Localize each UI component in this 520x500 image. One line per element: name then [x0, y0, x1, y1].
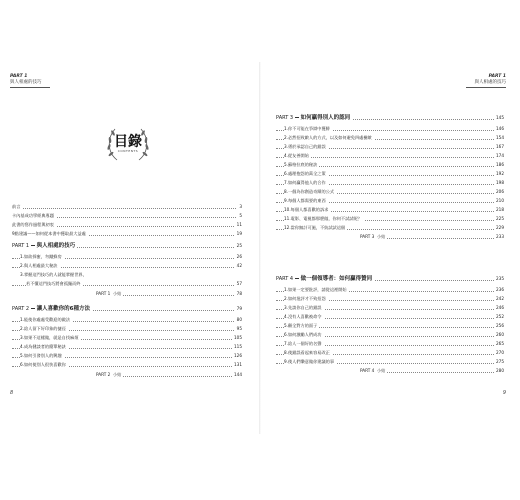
toc-entry[interactable]: 1.如果一定要批評，請從這裡開始 236 [276, 286, 504, 294]
running-head [10, 74, 42, 86]
running-head [475, 74, 507, 86]
page-number: 8 [10, 390, 14, 396]
toc-entry[interactable]: 11.電影、電視都那麼做，你何不試試呢？ 225 [276, 215, 504, 223]
toc-entry[interactable]: 7.如何贏得他人的合作 198 [276, 179, 504, 187]
toc-entry[interactable]: 3.掌握這門技巧的人就能掌握世界， [20, 272, 87, 277]
toc-summary[interactable]: PART 3 小結 233 [360, 234, 504, 239]
toc-entry[interactable]: 2.必然招致敵人的方式，以及如何避免四處樹敵 154 [276, 134, 504, 142]
toc-entry[interactable]: 4.沒有人喜歡被命令 252 [276, 313, 504, 321]
page-number: 9 [502, 390, 506, 396]
toc-entry[interactable]: 3.先談你自己的錯誤 246 [276, 304, 504, 312]
toc-entry[interactable]: 5.蘇格拉底的秘訣 186 [276, 161, 504, 169]
toc-part-heading[interactable]: PART 4 做一個領導者：如何贏得贊同 235 [276, 276, 504, 282]
toc-entry[interactable]: 9點建議——如何從本書中獲取最大益處 19 [12, 231, 242, 236]
toc-entry[interactable]: 2.給人留下好印象的捷徑 95 [12, 325, 242, 333]
toc-entry[interactable]: 3.如果不這樣做，就是自找麻煩 105 [12, 334, 242, 342]
toc-entry[interactable]: 8.一個為你創造奇蹟的公式 206 [276, 188, 504, 196]
toc-entry[interactable]: 5.如何引發別人的興趣 126 [12, 352, 242, 360]
toc-entry[interactable]: 3.勇於承認自己的錯誤 167 [276, 143, 504, 151]
toc-entry[interactable]: 7.給人一個好的名聲 265 [276, 340, 504, 348]
toc-emblem [103, 120, 153, 170]
toc-entry[interactable]: 10.每個人都喜歡的訴求 218 [276, 206, 504, 214]
left-page [6, 62, 246, 434]
right-page [270, 62, 510, 434]
toc-entry[interactable]: 5.顧全對方的面子 256 [276, 322, 504, 330]
toc-entry[interactable]: 若不懂這門技巧將會孤獨而終 57 [12, 280, 242, 288]
toc-entry[interactable]: 8.使錯誤看起來容易改正 270 [276, 349, 504, 357]
toc-entry[interactable]: 1.如欲採蜜，勿蹴蜂房 26 [12, 253, 242, 261]
toc-entry[interactable]: 1.你不可能在爭辯中獲勝 146 [276, 125, 504, 133]
toc-summary[interactable]: PART 4 小結 280 [360, 368, 504, 373]
toc-title: 目錄 [114, 134, 142, 150]
running-head-part: PART 1 [488, 74, 506, 79]
toc-subtitle: CONTENTS [117, 149, 139, 153]
toc-entry[interactable]: 1.能使你處處受歡迎的做法 80 [12, 316, 242, 324]
running-head-part: PART 1 [10, 74, 28, 79]
toc-summary[interactable]: PART 1 小結 78 [96, 291, 242, 296]
toc-entry[interactable]: 6.處理抱怨的萬全之策 192 [276, 170, 504, 178]
toc-entry[interactable]: 6.如何激勵人們成功 260 [276, 331, 504, 339]
toc-entry[interactable]: 前言 3 [12, 204, 242, 209]
toc-entry[interactable]: 2.與人相處最大秘訣 42 [12, 262, 242, 270]
toc-entry[interactable]: 4.成為健談者的簡單秘訣 115 [12, 343, 242, 351]
toc-entry[interactable]: 6.如何使別人很快喜歡你 131 [12, 361, 242, 369]
book-gutter [259, 62, 261, 434]
toc-part-heading[interactable]: PART 3 如何贏得別人的認同 145 [276, 115, 504, 121]
toc-entry[interactable]: 2.如何批評才不致招怨 242 [276, 295, 504, 303]
toc-summary[interactable]: PART 2 小結 144 [96, 372, 242, 377]
toc-entry[interactable]: 12.當你無計可施，不妨試試這個 229 [276, 224, 504, 232]
toc-entry[interactable]: 4.從友善開始 174 [276, 152, 504, 160]
toc-part-heading[interactable]: PART 1 與人相處的技巧 25 [12, 243, 242, 249]
toc-entry[interactable]: 9.每個人都需要的東西 210 [276, 197, 504, 205]
running-head-rule [466, 87, 506, 88]
running-head-title: 與人相處的技巧 [474, 80, 506, 85]
toc-entry[interactable]: 此書的寫作過程與初衷 11 [12, 222, 242, 227]
toc-entry[interactable]: 9.使人們樂意做你建議的事 275 [276, 358, 504, 366]
running-head-title: 與人相處的技巧 [10, 80, 42, 85]
toc-part-heading[interactable]: PART 2 讓人喜歡你的6種方法 79 [12, 306, 242, 312]
toc-entry[interactable]: 卡內基成功學經典專題 5 [12, 213, 242, 218]
running-head-rule [10, 87, 50, 88]
